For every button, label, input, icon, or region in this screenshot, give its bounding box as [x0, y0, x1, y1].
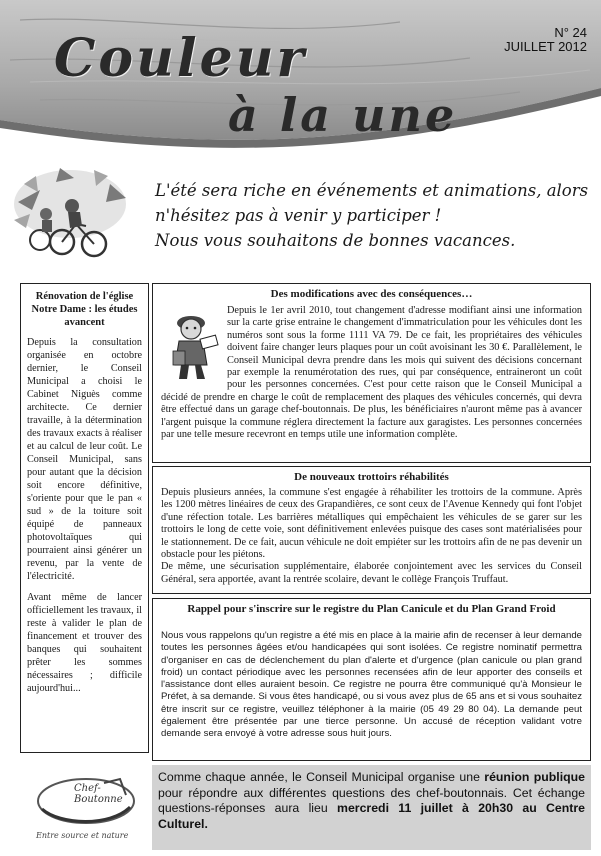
sidebar-article-title: Rénovation de l'église Notre Dame : les études avancent: [31, 291, 138, 328]
banner-bold-2: mercredi 11 juillet à 20h30 au Centre Culturel.: [158, 801, 585, 831]
sidebar-paragraph-1: Depuis la consultation organisée en octobre dernier, le Conseil Municipal a choisi le Cabinet Niguès comme architecte. Ce dernier travaille, à la détermination des travaux exacts à réaliser et au calcul de leur coût. Le Conseil Municipal, sans pour autant que la décision soit encore définitive, s'oriente pour que le pan « sud » de la toiture soit équipé de panneaux photovoltaïques qui pourraient ainsi générer un revenu, par la vente de l'électricité.: [27, 337, 142, 582]
article-trottoirs-body: Depuis plusieurs années, la commune s'est engagée à réhabiliter les trottoirs de la commune. Après les 1200 mètres linéaires de ceux des Grapandières, ce sont ceux de l'Avenue Kennedy qui font l'objet d'une réfection totale. Les barrières métalliques qui empêchaient les véhicules de se garer sur les trottoirs le long de cette voie, sont définitivement enlevées puisque des cases sont matérialisées pour le stationnement. De ce fait, aucun véhicule ne doit empiéter sur les trottoirs afin de ne pas devenir un obstacle pour les piétons.: [161, 487, 582, 561]
article-plan-canicule: [152, 598, 591, 761]
mail-carrier-icon: [161, 307, 221, 385]
sidebar-paragraph-2: Avant même de lancer officiellement les travaux, il reste à valider le plan de financement et trouver des banques qui souhaitent prêter les sommes nécessaires ; difficile aujourd'hui...: [27, 592, 142, 694]
logo-tagline: Entre source et nature: [36, 831, 129, 840]
masthead-title-line1: Couleur: [54, 28, 307, 89]
intro-line-3: Nous vous souhaitons de bonnes vacances.: [155, 231, 516, 250]
banner-text-1: Comme chaque année, le Conseil Municipal organise une: [158, 770, 485, 784]
article-trottoirs-title: De nouveaux trottoirs réhabilités: [294, 471, 449, 483]
article-trottoirs-body-2: De même, une sécurisation supplémentaire, élaborée conjointement avec les services du Conseil Général, sera apportée, avant la rentrée scolaire, devant le collège François Truffaut.: [161, 561, 582, 585]
intro-message: [155, 178, 595, 253]
issue-info: [504, 26, 587, 54]
issue-date: JUILLET 2012: [504, 39, 587, 54]
article-plan-canicule-title: Rappel pour s'inscrire sur le registre du Plan Canicule et du Plan Grand Froid: [187, 603, 556, 615]
article-plan-canicule-body: Nous vous rappelons qu'un registre a été mis en place à la mairie afin de recenser à leur demande toutes les personnes âgées et/ou handicapées qui sont isolées. Ce registre nominatif permettra d'organiser en cas de déclenchement du plan d'alerte et d'urgence (plan canicule ou plan grand froid) un contact périodique avec les personnes recensées afin de leur apporter des conseils et l'assistance dont elles auraient besoin. Ce registre ne pourra être communiqué qu'à Monsieur le Préfet, à sa demande. Si vous êtes handicapé, ou si vous avez plus de 65 ans et si vous souhaitez être inscrit sur ce registre, veuillez téléphoner à la mairie (05 49 29 80 04). La demande peut également être présentée par une tierce personne. Un accusé de réception validant votre demande sera envoyé à votre adresse sous huit jours.: [161, 630, 582, 740]
article-modifications-body: Depuis le 1er avril 2010, tout changement d'adresse modifiant ainsi une information sur la carte grise entraine le changement d'immatriculation pour les véhicules dont les numéros sont sous la forme 1111 VA 79. De ce fait, les propriétaires des véhicules doivent faire changer leurs plaques pour un coût avoisinant les 30 €. Parallèlement, le Conseil Municipal devra prendre dans les mois qui suivent des décisions concernant par exemple la renumérotation des rues, qui par conséquence, entraineront un coût pour les personnes concernées. C'est pour cette raison que le Conseil Municipal a décidé de prendre en charge le coût de remplacement des plaques des véhicules concernés, qui devra être effectué dans un garage chef-boutonnais. De plus, les bénéficiaires n'auront même pas à avancer l'argent puisque la commune réglera directement la facture aux garagistes. Les personnes concernées par une telle mesure recevront en temps utile une information complète.: [161, 305, 582, 441]
article-trottoirs: [152, 466, 591, 594]
intro-line-1: L'été sera riche en événements et animations, alors: [155, 181, 589, 200]
intro-line-2: n'hésitez pas à venir y participer !: [155, 206, 442, 225]
article-modifications-title: Des modifications avec des conséquences…: [270, 288, 473, 300]
public-meeting-banner: [152, 765, 591, 850]
cyclists-illustration: [10, 162, 128, 262]
article-modifications: [152, 283, 591, 463]
issue-number: N° 24: [554, 25, 587, 40]
town-logo: [30, 765, 142, 850]
sidebar-article: [20, 283, 149, 753]
banner-text-2: pour répondre aux différentes questions des chef-boutonnais. Cet échange questions-réponses aura lieu: [158, 785, 585, 816]
masthead: [0, 0, 601, 160]
banner-bold-1: réunion publique: [484, 770, 585, 784]
masthead-title-line2: à la une: [228, 88, 458, 142]
logo-name: Chef-Boutonne: [74, 783, 123, 805]
